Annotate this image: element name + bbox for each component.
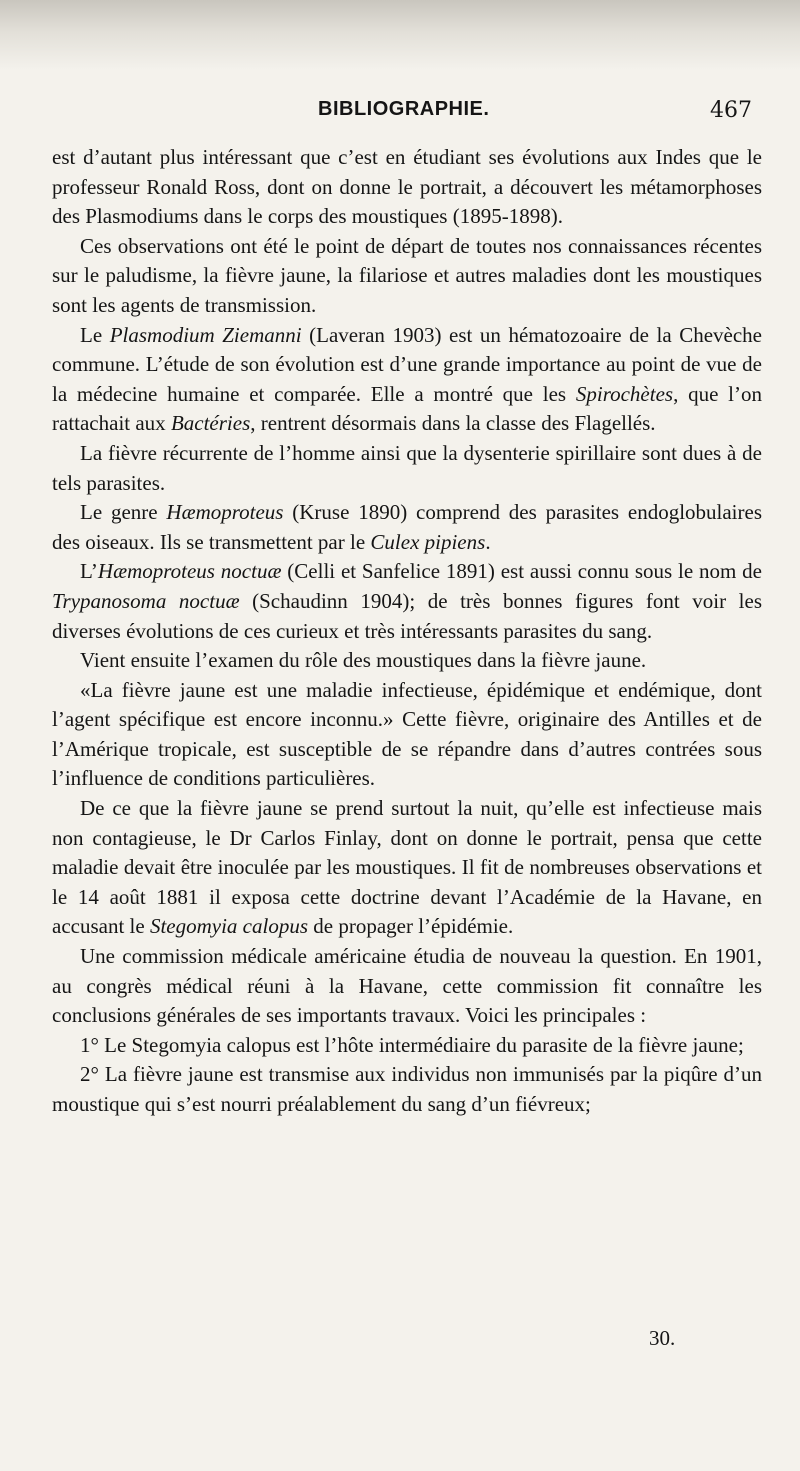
paragraph: La fièvre récurrente de l’homme ainsi que la dysenterie spirillaire sont dues à de tels parasites. — [52, 440, 762, 495]
paragraph: L’Hæmoproteus noctuæ (Celli et Sanfelice 1891) est aussi connu sous le nom de Trypanosoma noctuæ (Schaudinn 1904); de très bonnes figures font voir les diverses évolutions de ces curieux et très intéressants parasites du sang. — [52, 559, 762, 643]
paragraph: Une commission médicale américaine étudia de nouveau la question. En 1901, au congrès médical réuni à la Havane, cette commission fit connaître les conclusions générales de ses importants travaux. Voici les principales : — [52, 944, 762, 1028]
list-item: 2° La fièvre jaune est transmise aux individus non immunisés par la piqûre d’un moustique qui s’est nourri préalablement du sang d’un fiévreux; — [52, 1062, 762, 1116]
paragraph: Vient ensuite l’examen du rôle des moustiques dans la fièvre jaune. — [80, 648, 647, 673]
paragraph: «La fièvre jaune est une maladie infectieuse, épidémique et endémique, dont l’agent spécifique est encore inconnu.» Cette fièvre, originaire des Antilles et de l’Amérique tropicale, est susceptible de se répandre dans d’autres contrées sous l’influence de conditions particulières. — [52, 677, 762, 791]
paragraph: De ce que la fièvre jaune se prend surtout la nuit, qu’elle est infectieuse mais non contagieuse, le Dr Carlos Finlay, dont on donne le portrait, pensa que cette maladie devait être inoculée par les moustiques. Il fit de nombreuses observations et le 14 août 1881 il exposa cette doctrine devant l’Académie de la Havane, en accusant le Stegomyia calopus de propager l’épidémie. — [52, 796, 762, 939]
paragraph: Le Plasmodium Ziemanni (Laveran 1903) est un hématozoaire de la Chevèche commune. L’étude de son évolution est d’une grande importance au point de vue de la médecine humaine et comparée. Elle a montré que les Spirochètes, que l’on rattachait aux Bactéries, rentrent désormais dans la classe des Flagellés. — [52, 322, 762, 436]
page-header — [0, 98, 800, 128]
running-head: BIBLIOGRAPHIE. — [318, 98, 490, 120]
body-text — [52, 143, 762, 1120]
list-item: 1° Le Stegomyia calopus est l’hôte intermédiaire du parasite de la fièvre jaune; — [80, 1032, 744, 1057]
paragraph: Le genre Hæmoproteus (Kruse 1890) comprend des parasites endoglobulaires des oiseaux. Ils se transmettent par le Culex pipiens. — [52, 500, 762, 554]
paragraph: est d’autant plus intéressant que c’est en étudiant ses évolutions aux Indes que le professeur Ronald Ross, dont on donne le portrait, a découvert les métamorphoses des Plasmodiums dans le corps des moustiques (1895-1898). — [52, 145, 762, 229]
signature-mark: 30. — [649, 1326, 676, 1350]
page-number: 467 — [710, 98, 752, 123]
paragraph: Ces observations ont été le point de départ de toutes nos connaissances récentes sur le paludisme, la fièvre jaune, la filariose et autres maladies dont les moustiques sont les agents de transmission. — [52, 233, 762, 317]
